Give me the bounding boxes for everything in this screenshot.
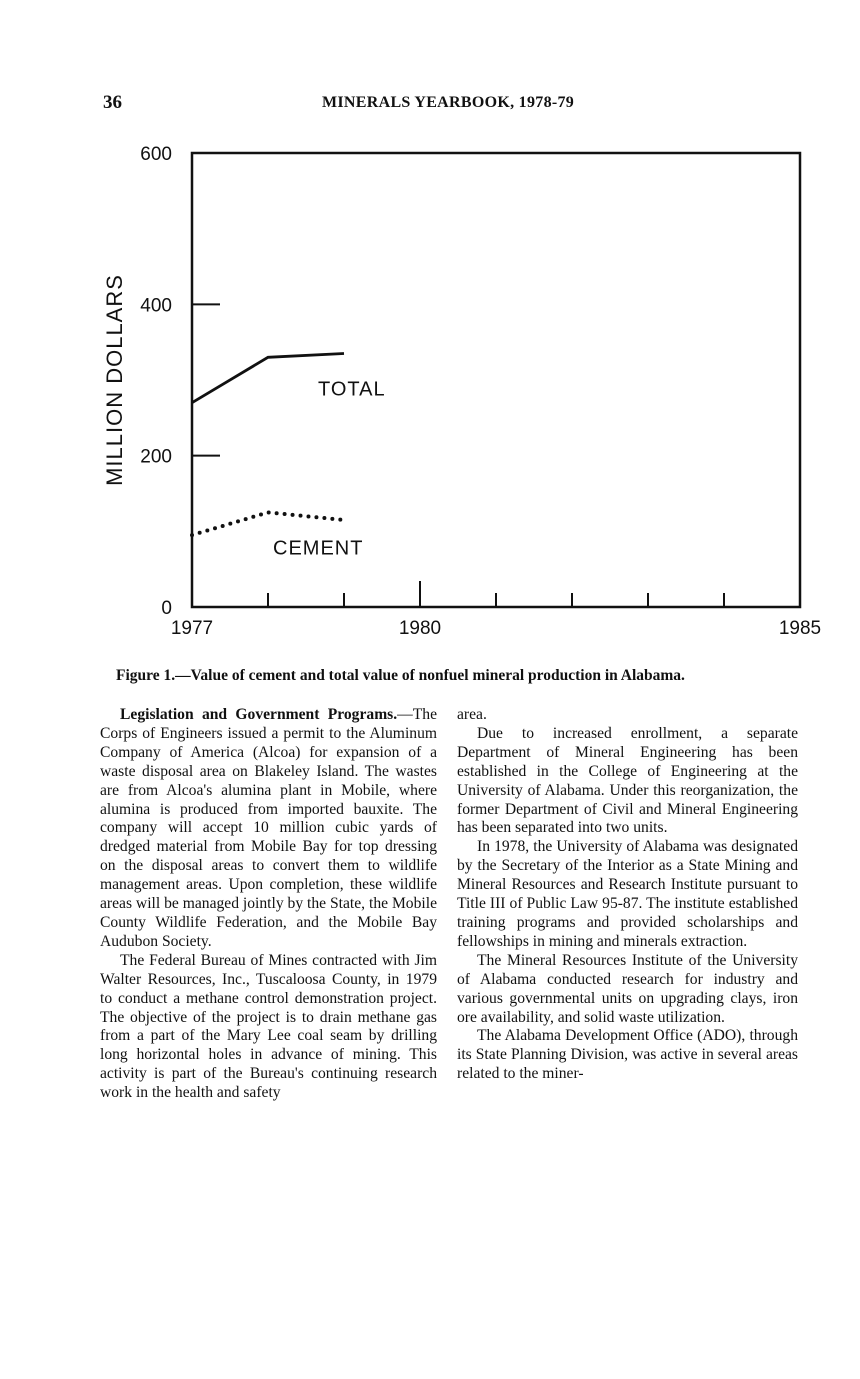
paragraph-body: —The Corps of Engineers issued a permit to the Aluminum Company of America (Alcoa) for expansion of a waste disposal area on Blakeley Island. The wastes are from Alcoa's alumina plant in Mobile, where alumina is produced from imported bauxite. The company will accept 10 million cubic yards of dredged material from Mobile Bay for top dressing on the disposal areas to convert them to wildlife management areas. Upon completion, these wildlife areas will be managed jointly by the State, the Mobile County Wildlife Federation, and the Mobile Bay Audubon Society.	[100, 706, 437, 950]
x-tick-label: 1985	[778, 618, 822, 639]
paragraph-institute: In 1978, the University of Alabama was designated by the Secretary of the Interior as a State Mining and Mineral Resources and Research Institute pursuant to Title III of Public Law 95-87. The institute established training programs and provided scholarships and fellowships in mining and minerals extraction.	[457, 838, 798, 950]
y-tick-label: 200	[140, 446, 172, 468]
x-tick-label: 1977	[170, 618, 214, 639]
y-tick-label: 600	[140, 144, 172, 165]
x-tick-label: 1980	[398, 618, 442, 639]
paragraph-legislation	[100, 706, 437, 952]
paragraph-continuation: area.	[457, 706, 487, 723]
paragraph-enrollment: Due to increased enrollment, a separate Department of Mineral Engineering has been established in the College of Engineering at the University of Alabama. Under this reorganization, the former Department of Civil and Mineral Engineering has been separated into two units.	[457, 724, 798, 837]
paragraph-research: The Mineral Resources Institute of the University of Alabama conducted research for industry and various governmental units on upgrading clays, iron ore availability, and solid waste utilization.	[457, 951, 798, 1026]
page-number: 36	[103, 92, 122, 113]
left-column	[100, 706, 437, 1103]
series-label-total: TOTAL	[318, 378, 386, 401]
y-tick-label: 0	[161, 598, 172, 619]
series-label-cement: CEMENT	[273, 537, 364, 560]
running-title: MINERALS YEARBOOK, 1978-79	[322, 94, 575, 111]
paragraph-ado: The Alabama Development Office (ADO), through its State Planning Division, was active in several areas related to the miner-	[457, 1027, 798, 1083]
y-tick-label: 400	[140, 295, 172, 317]
y-axis-label: MILLION DOLLARS	[102, 274, 127, 486]
paragraph-bureau-of-mines: The Federal Bureau of Mines contracted with Jim Walter Resources, Inc., Tuscaloosa County, in 1979 to conduct a methane control demonstration project. The objective of the project is to drain methane gas from a part of the Mary Lee coal seam by drilling long horizontal holes in advance of mining. This activity is part of the Bureau's continuing research work in the health and safety	[100, 951, 437, 1102]
right-column	[457, 706, 798, 1084]
series-line-cement	[192, 512, 344, 535]
figure-chart	[0, 0, 860, 660]
paragraph-heading: Legislation and Government Programs.	[120, 706, 398, 723]
figure-caption: Figure 1.—Value of cement and total value of nonfuel mineral production in Alabama.	[116, 667, 685, 684]
